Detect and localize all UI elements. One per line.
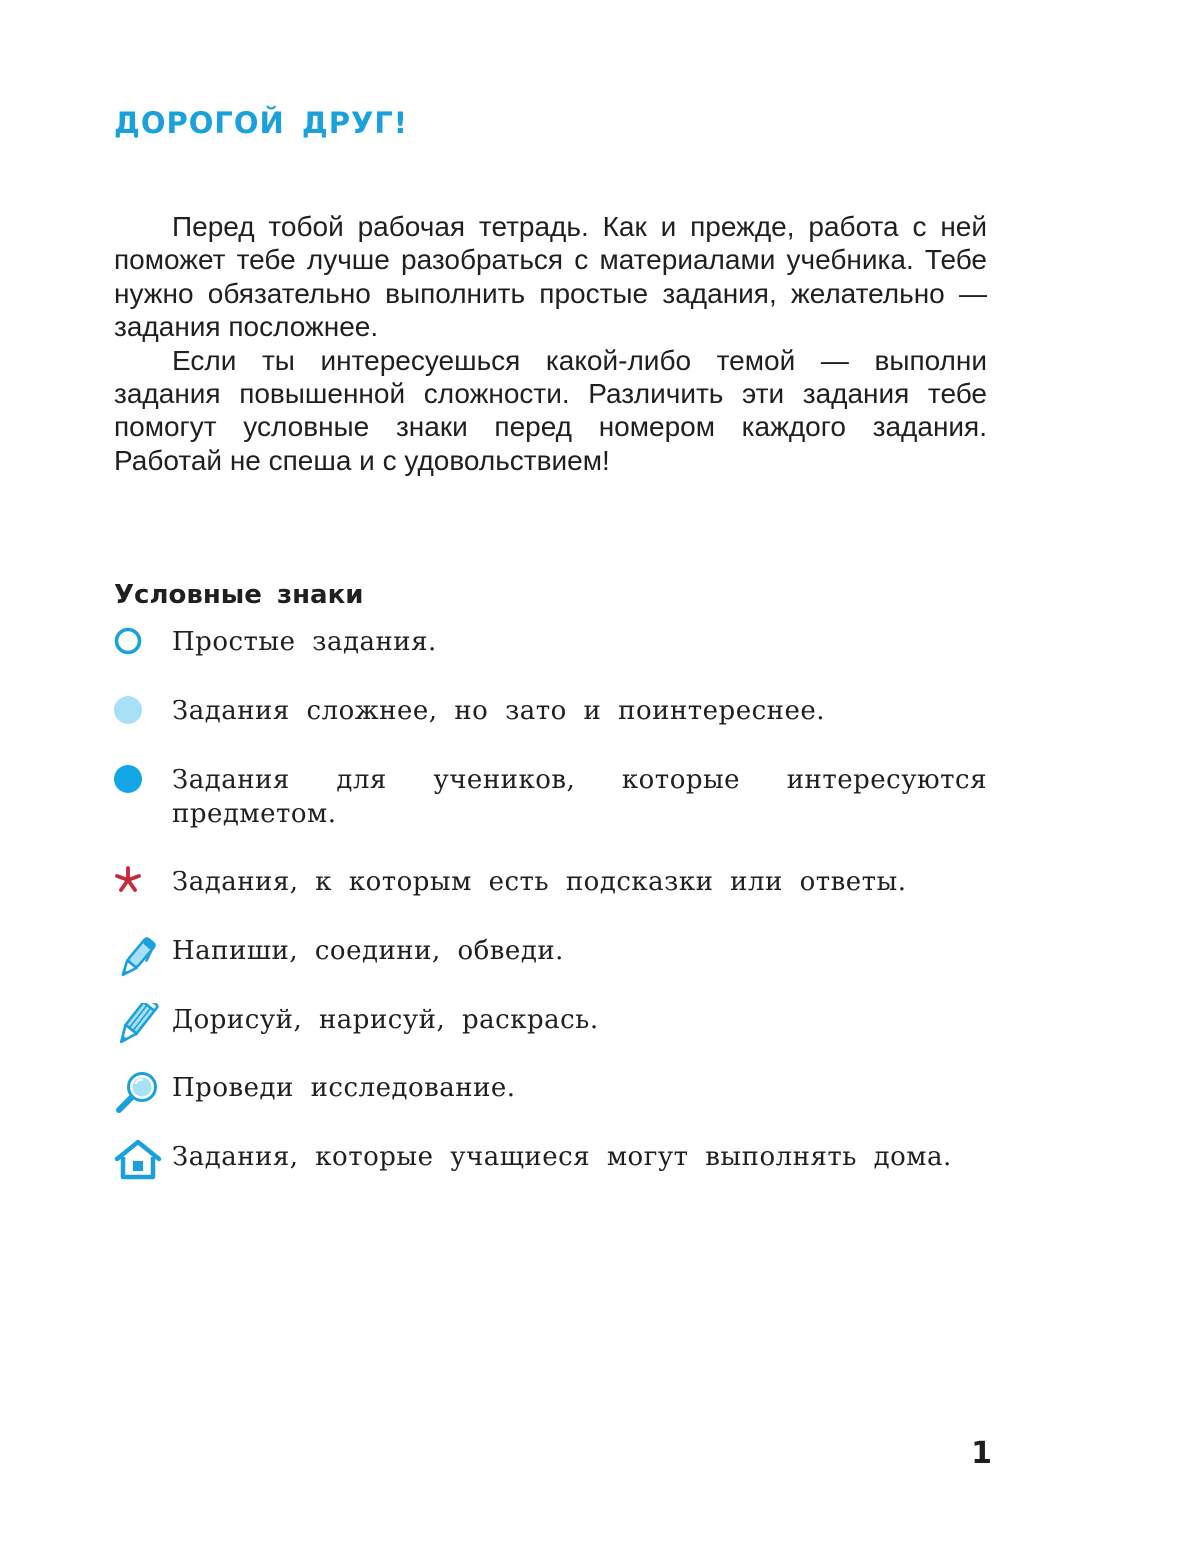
page-heading: ДОРОГОЙ ДРУГ! [114, 106, 409, 140]
light-filled-circle-icon [114, 694, 158, 748]
intro-paragraph-1: Перед тобой рабочая тетрадь. Как и прежде, работа с ней поможет тебе лучше разобраться с материалами учебника. Тебе нужно обязательно выполнить простые задания, желательно — задания посложнее. [114, 211, 987, 343]
legend-text-hints: Задания, к которым есть подсказки или ответы. [172, 867, 907, 897]
legend-text-research: Проведи исследование. [172, 1073, 516, 1103]
legend-text-draw: Дорисуй, нарисуй, раскрась. [172, 1005, 599, 1035]
legend-text-write: Напиши, соедини, обведи. [172, 936, 564, 966]
hollow-circle-icon [114, 625, 158, 679]
asterisk-icon [114, 865, 158, 919]
legend-text-home: Задания, которые учащиеся могут выполнять дома. [172, 1142, 952, 1172]
pencil-icon [114, 1003, 158, 1057]
house-icon [114, 1140, 158, 1194]
intro-text [114, 210, 987, 477]
pen-icon [114, 934, 158, 988]
legend-text-simple: Простые задания. [172, 627, 437, 657]
legend-text-interested: Задания для учеников, которые интересуются предметом. [172, 765, 987, 829]
legend-text-harder: Задания сложнее, но зато и поинтереснее. [172, 696, 826, 726]
magnifier-icon [114, 1071, 158, 1125]
intro-paragraph-2: Если ты интересуешься какой-либо темой — выполни задания повышенной сложности. Различить эти задания тебе помогут условные знаки перед номером каждого задания. Работай не спеша и с удовольствием! [114, 344, 987, 476]
page-number: 1 [971, 1436, 992, 1471]
legend-title: Условные знаки [114, 580, 364, 610]
filled-circle-icon [114, 763, 158, 817]
